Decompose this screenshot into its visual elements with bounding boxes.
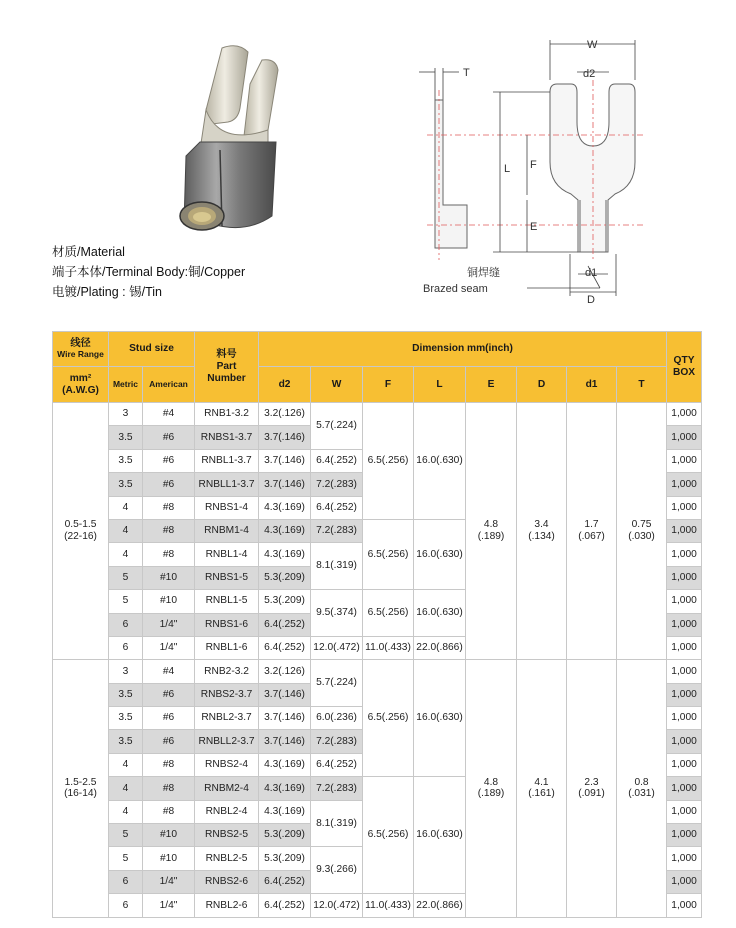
label-d2: d2 bbox=[583, 68, 596, 80]
t-cell bbox=[617, 403, 667, 660]
d2-cell: 3.7(.146) bbox=[259, 426, 311, 449]
w-cell: 5.7(.224) bbox=[311, 403, 363, 450]
side-view-profile bbox=[435, 100, 467, 248]
metric-cell: 6 bbox=[109, 613, 143, 636]
w-cell: 8.1(.319) bbox=[311, 543, 363, 590]
qty-cell: 1,000 bbox=[667, 707, 702, 730]
w-cell: 7.2(.283) bbox=[311, 473, 363, 496]
label-D: D bbox=[587, 294, 595, 306]
label-L: L bbox=[504, 163, 511, 175]
d-inch: (.134) bbox=[528, 531, 555, 543]
header-W: W bbox=[311, 367, 363, 403]
wire-range-awg: (22-16) bbox=[64, 531, 97, 543]
t-cell bbox=[617, 660, 667, 917]
american-cell: #4 bbox=[143, 660, 195, 683]
part-number-cell: RNBS2-6 bbox=[195, 870, 259, 893]
d2-cell: 6.4(.252) bbox=[259, 613, 311, 636]
f-cell: 6.5(.256) bbox=[363, 777, 414, 894]
part-number-cell: RNBS1-5 bbox=[195, 566, 259, 589]
qty-cell: 1,000 bbox=[667, 894, 702, 917]
d2-cell: 4.3(.169) bbox=[259, 543, 311, 566]
d2-cell: 3.7(.146) bbox=[259, 473, 311, 496]
label-E: E bbox=[530, 221, 538, 233]
w-cell: 9.3(.266) bbox=[311, 847, 363, 894]
d2-cell: 6.4(.252) bbox=[259, 870, 311, 893]
d1-cell bbox=[567, 660, 617, 917]
qty-cell: 1,000 bbox=[667, 870, 702, 893]
d-cell bbox=[517, 660, 567, 917]
part-number-cell: RNBL2-4 bbox=[195, 800, 259, 823]
w-cell: 6.4(.252) bbox=[311, 449, 363, 472]
l-cell: 16.0(.630) bbox=[414, 519, 466, 589]
american-cell: #6 bbox=[143, 449, 195, 472]
f-cell: 11.0(.433) bbox=[363, 894, 414, 917]
qty-cell: 1,000 bbox=[667, 777, 702, 800]
f-cell: 6.5(.256) bbox=[363, 403, 414, 520]
d2-cell: 4.3(.169) bbox=[259, 496, 311, 519]
header-metric: Metric bbox=[109, 367, 143, 403]
header-part-en2: Number bbox=[207, 372, 246, 384]
w-cell: 7.2(.283) bbox=[311, 777, 363, 800]
d2-cell: 6.4(.252) bbox=[259, 894, 311, 917]
part-number-cell: RNBL1-5 bbox=[195, 590, 259, 613]
d2-cell: 6.4(.252) bbox=[259, 636, 311, 659]
header-box: BOX bbox=[672, 367, 696, 378]
w-cell: 12.0(.472) bbox=[311, 636, 363, 659]
label-F: F bbox=[530, 159, 537, 171]
american-cell: #6 bbox=[143, 473, 195, 496]
label-d1: d1 bbox=[585, 267, 598, 279]
w-cell: 6.4(.252) bbox=[311, 496, 363, 519]
header-d1: d1 bbox=[567, 367, 617, 403]
e-cell bbox=[466, 403, 517, 660]
w-cell: 7.2(.283) bbox=[311, 519, 363, 542]
d-value: 4.1 bbox=[534, 776, 549, 788]
d2-cell: 3.7(.146) bbox=[259, 707, 311, 730]
qty-cell: 1,000 bbox=[667, 543, 702, 566]
l-cell: 22.0(.866) bbox=[414, 894, 466, 917]
header-wire-unit bbox=[53, 367, 109, 403]
metric-cell: 5 bbox=[109, 590, 143, 613]
d2-cell: 3.7(.146) bbox=[259, 730, 311, 753]
wire-range-cell bbox=[53, 403, 109, 660]
w-cell: 9.5(.374) bbox=[311, 590, 363, 637]
part-number-cell: RNBS2-4 bbox=[195, 753, 259, 776]
american-cell: 1/4" bbox=[143, 894, 195, 917]
american-cell: 1/4" bbox=[143, 636, 195, 659]
metric-cell: 5 bbox=[109, 847, 143, 870]
w-cell: 6.0(.236) bbox=[311, 707, 363, 730]
american-cell: 1/4" bbox=[143, 613, 195, 636]
e-cell bbox=[466, 660, 517, 917]
plating-material: 电镀/Plating : 锡/Tin bbox=[52, 285, 162, 299]
qty-cell: 1,000 bbox=[667, 590, 702, 613]
l-cell: 16.0(.630) bbox=[414, 403, 466, 520]
header-wire-range bbox=[53, 332, 109, 367]
metric-cell: 3.5 bbox=[109, 473, 143, 496]
e-inch: (.189) bbox=[477, 531, 505, 543]
american-cell: #6 bbox=[143, 707, 195, 730]
metric-cell: 6 bbox=[109, 870, 143, 893]
w-cell: 6.4(.252) bbox=[311, 753, 363, 776]
d2-cell: 3.7(.146) bbox=[259, 683, 311, 706]
american-cell: #10 bbox=[143, 847, 195, 870]
f-cell: 6.5(.256) bbox=[363, 660, 414, 777]
qty-cell: 1,000 bbox=[667, 426, 702, 449]
d2-cell: 5.3(.209) bbox=[259, 566, 311, 589]
american-cell: #10 bbox=[143, 824, 195, 847]
qty-cell: 1,000 bbox=[667, 403, 702, 426]
table-header bbox=[53, 332, 702, 403]
front-view-profile bbox=[550, 84, 635, 252]
t-value: 0.75 bbox=[631, 519, 652, 531]
metric-cell: 4 bbox=[109, 753, 143, 776]
d2-cell: 4.3(.169) bbox=[259, 753, 311, 776]
w-cell: 7.2(.283) bbox=[311, 730, 363, 753]
d2-cell: 4.3(.169) bbox=[259, 777, 311, 800]
qty-cell: 1,000 bbox=[667, 519, 702, 542]
american-cell: #6 bbox=[143, 683, 195, 706]
header-part-number bbox=[195, 332, 259, 403]
american-cell: #8 bbox=[143, 777, 195, 800]
header-awg: (A.W.G) bbox=[62, 384, 99, 396]
part-number-cell: RNBL1-4 bbox=[195, 543, 259, 566]
t-inch: (.030) bbox=[628, 531, 655, 543]
d-value: 3.4 bbox=[534, 519, 549, 531]
d1-inch: (.091) bbox=[578, 788, 605, 800]
part-number-cell: RNBS1-6 bbox=[195, 613, 259, 636]
qty-cell: 1,000 bbox=[667, 613, 702, 636]
l-cell: 16.0(.630) bbox=[414, 590, 466, 637]
american-cell: #10 bbox=[143, 590, 195, 613]
material-heading: 材质/Material bbox=[52, 245, 125, 259]
qty-cell: 1,000 bbox=[667, 660, 702, 683]
terminal-body-material: 端子本体/Terminal Body:铜/Copper bbox=[52, 265, 246, 279]
l-cell: 22.0(.866) bbox=[414, 636, 466, 659]
header-D: D bbox=[517, 367, 567, 403]
qty-cell: 1,000 bbox=[667, 730, 702, 753]
wire-range-value: 1.5-2.5 bbox=[64, 776, 97, 788]
table-row bbox=[53, 403, 702, 426]
part-number-cell: RNBM2-4 bbox=[195, 777, 259, 800]
american-cell: 1/4" bbox=[143, 870, 195, 893]
header-d2: d2 bbox=[259, 367, 311, 403]
metric-cell: 4 bbox=[109, 496, 143, 519]
label-W: W bbox=[587, 39, 598, 51]
qty-cell: 1,000 bbox=[667, 824, 702, 847]
metric-cell: 3 bbox=[109, 403, 143, 426]
part-number-cell: RNBS1-3.7 bbox=[195, 426, 259, 449]
header-part-cn: 料号 bbox=[216, 349, 237, 361]
header-F: F bbox=[363, 367, 414, 403]
d2-cell: 3.2(.126) bbox=[259, 660, 311, 683]
w-cell: 8.1(.319) bbox=[311, 800, 363, 847]
dimension-drawing bbox=[405, 30, 705, 310]
part-number-cell: RNBS1-4 bbox=[195, 496, 259, 519]
qty-cell: 1,000 bbox=[667, 449, 702, 472]
d2-cell: 5.3(.209) bbox=[259, 590, 311, 613]
header-qty: QTY bbox=[673, 355, 695, 367]
header-wire-range-en: Wire Range bbox=[57, 348, 104, 359]
t-value: 0.8 bbox=[634, 776, 649, 788]
metric-cell: 3.5 bbox=[109, 426, 143, 449]
metric-cell: 4 bbox=[109, 777, 143, 800]
part-number-cell: RNBL2-5 bbox=[195, 847, 259, 870]
american-cell: #6 bbox=[143, 426, 195, 449]
qty-cell: 1,000 bbox=[667, 636, 702, 659]
w-cell: 12.0(.472) bbox=[311, 894, 363, 917]
american-cell: #4 bbox=[143, 403, 195, 426]
qty-cell: 1,000 bbox=[667, 800, 702, 823]
seam-label-en: Brazed seam bbox=[423, 283, 488, 295]
metric-cell: 3.5 bbox=[109, 683, 143, 706]
l-cell: 16.0(.630) bbox=[414, 660, 466, 777]
f-cell: 6.5(.256) bbox=[363, 590, 414, 637]
d2-cell: 5.3(.209) bbox=[259, 847, 311, 870]
qty-cell: 1,000 bbox=[667, 566, 702, 589]
header-wire-range-cn: 线径 bbox=[70, 338, 91, 350]
label-T: T bbox=[463, 67, 470, 79]
l-cell: 16.0(.630) bbox=[414, 777, 466, 894]
qty-cell: 1,000 bbox=[667, 753, 702, 776]
d2-cell: 3.2(.126) bbox=[259, 403, 311, 426]
qty-cell: 1,000 bbox=[667, 683, 702, 706]
d1-value: 1.7 bbox=[584, 519, 599, 531]
d1-value: 2.3 bbox=[584, 776, 599, 788]
part-number-cell: RNB1-3.2 bbox=[195, 403, 259, 426]
american-cell: #6 bbox=[143, 730, 195, 753]
qty-cell: 1,000 bbox=[667, 496, 702, 519]
part-number-cell: RNBS2-3.7 bbox=[195, 683, 259, 706]
header-part-en1: Part bbox=[216, 361, 237, 373]
metric-cell: 4 bbox=[109, 543, 143, 566]
part-number-cell: RNBL2-6 bbox=[195, 894, 259, 917]
qty-cell: 1,000 bbox=[667, 473, 702, 496]
metric-cell: 3.5 bbox=[109, 707, 143, 730]
t-inch: (.031) bbox=[628, 788, 655, 800]
american-cell: #8 bbox=[143, 543, 195, 566]
american-cell: #8 bbox=[143, 496, 195, 519]
wire-range-awg: (16-14) bbox=[64, 788, 97, 800]
part-number-cell: RNB2-3.2 bbox=[195, 660, 259, 683]
f-cell: 11.0(.433) bbox=[363, 636, 414, 659]
metric-cell: 3.5 bbox=[109, 449, 143, 472]
table-row bbox=[53, 660, 702, 683]
metric-cell: 3 bbox=[109, 660, 143, 683]
metric-cell: 6 bbox=[109, 636, 143, 659]
w-cell: 5.7(.224) bbox=[311, 660, 363, 707]
wire-range-cell bbox=[53, 660, 109, 917]
metric-cell: 3.5 bbox=[109, 730, 143, 753]
header-E: E bbox=[466, 367, 517, 403]
metric-cell: 4 bbox=[109, 519, 143, 542]
american-cell: #8 bbox=[143, 800, 195, 823]
d1-cell bbox=[567, 403, 617, 660]
part-number-cell: RNBL1-3.7 bbox=[195, 449, 259, 472]
e-value: 4.8 bbox=[483, 776, 499, 788]
header-american: American bbox=[143, 367, 195, 403]
metric-cell: 6 bbox=[109, 894, 143, 917]
american-cell: #8 bbox=[143, 519, 195, 542]
metric-cell: 5 bbox=[109, 824, 143, 847]
wire-range-value: 0.5-1.5 bbox=[64, 519, 97, 531]
header-stud-size: Stud size bbox=[109, 332, 195, 367]
d-inch: (.161) bbox=[528, 788, 555, 800]
part-number-cell: RNBL1-6 bbox=[195, 636, 259, 659]
d2-cell: 4.3(.169) bbox=[259, 519, 311, 542]
d2-cell: 4.3(.169) bbox=[259, 800, 311, 823]
e-value: 4.8 bbox=[483, 519, 499, 531]
header-T: T bbox=[617, 367, 667, 403]
part-number-cell: RNBL2-3.7 bbox=[195, 707, 259, 730]
f-cell: 6.5(.256) bbox=[363, 519, 414, 589]
header-qty-box bbox=[667, 332, 702, 403]
qty-cell: 1,000 bbox=[667, 847, 702, 870]
metric-cell: 5 bbox=[109, 566, 143, 589]
d-cell bbox=[517, 403, 567, 660]
d2-cell: 3.7(.146) bbox=[259, 449, 311, 472]
header-L: L bbox=[414, 367, 466, 403]
table-body bbox=[53, 403, 702, 918]
part-number-cell: RNBLL1-3.7 bbox=[195, 473, 259, 496]
metric-cell: 4 bbox=[109, 800, 143, 823]
part-number-cell: RNBM1-4 bbox=[195, 519, 259, 542]
american-cell: #8 bbox=[143, 753, 195, 776]
d2-cell: 5.3(.209) bbox=[259, 824, 311, 847]
d1-inch: (.067) bbox=[578, 531, 605, 543]
header-dimension: Dimension mm(inch) bbox=[259, 332, 667, 367]
spec-table bbox=[52, 331, 702, 918]
e-inch: (.189) bbox=[477, 788, 505, 800]
part-number-cell: RNBLL2-3.7 bbox=[195, 730, 259, 753]
seam-label-cn: 铜焊缝 bbox=[467, 267, 500, 279]
part-number-cell: RNBS2-5 bbox=[195, 824, 259, 847]
product-photo bbox=[150, 38, 310, 248]
header-mm2: mm² bbox=[69, 372, 92, 384]
american-cell: #10 bbox=[143, 566, 195, 589]
